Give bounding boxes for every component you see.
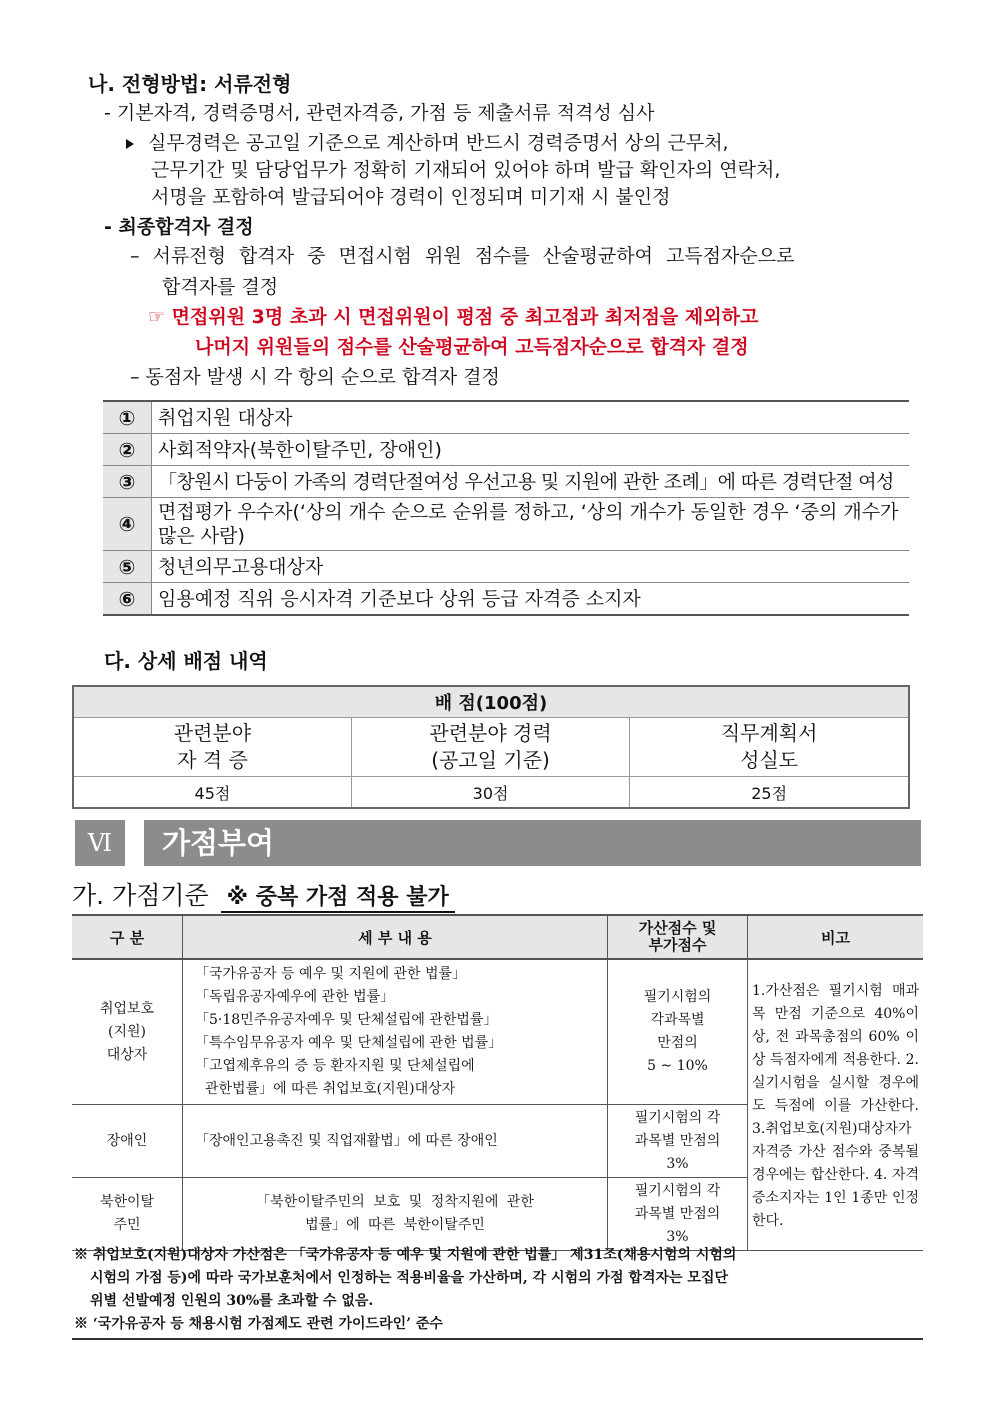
bonus-score-line: 각과목별 [650, 1012, 705, 1028]
bonus-category-line: 주민 [113, 1217, 141, 1233]
score-col-label: 성실도 [740, 748, 799, 772]
ga-note: ※ 중복 가점 적용 불가 [221, 885, 455, 913]
bonus-remarks: 1.가산점은 필기시험 매과목 만점 기준으로 40%이상, 전 과목총점의 60% 이상 득점자에게 적용한다. 2. 실기시험을 실시할 경우에도 득점에 이를 가산한다. 3.취업보호(지원)대상자가 자격증 가산 점수와 중복될 경우에는 합산한다. 4. 자격증소지자는 1인 1종만 인정한다. [748, 959, 924, 1251]
bonus-col-score-line: 가산점수 및 [638, 919, 717, 937]
bonus-table [72, 914, 923, 1251]
score-table [72, 685, 910, 809]
final-pass-heading: - 최종합격자 결정 [104, 216, 254, 238]
bullet-line-1 [126, 128, 729, 158]
priority-number: ④ [103, 498, 152, 551]
tie-priority-table [103, 400, 909, 616]
priority-text: 「창원시 다둥이 가족의 경력단절여성 우선고용 및 지원에 관한 조례」에 따른 경력단절 여성 [152, 466, 910, 498]
priority-text: 청년의무고용대상자 [152, 551, 910, 583]
score-col-label: 관련분야 [173, 721, 252, 745]
score-value: 45점 [73, 777, 351, 809]
bullet-text-1: 실무경력은 공고일 기준으로 계산하며 반드시 경력증명서 상의 근무처, [148, 132, 729, 154]
table-row [103, 466, 909, 498]
law-line: 「독립유공자예우에 관한 법률」 [195, 989, 395, 1005]
priority-number: ③ [103, 466, 152, 498]
bonus-score-line: 3% [666, 1155, 689, 1172]
bonus-score-line: 3% [666, 1228, 689, 1245]
law-line: 「국가유공자 등 예우 및 지원에 관한 법률」 [195, 966, 467, 982]
section-number-badge: Ⅵ [75, 820, 125, 866]
score-col-certificate [73, 718, 351, 777]
table-row [103, 434, 909, 466]
law-line: 법률」에 따른 북한이탈주민 [305, 1217, 485, 1233]
bonus-col-category: 구 분 [72, 915, 183, 959]
bonus-score-line: 만점의 [657, 1035, 698, 1051]
section-da-heading: 다. 상세 배점 내역 [104, 649, 268, 673]
bonus-category [72, 1178, 183, 1251]
law-line: 「5·18민주유공자예우 및 단체설립에 관한법률」 [195, 1012, 498, 1028]
bonus-score [608, 1178, 748, 1251]
score-col-plan [630, 718, 909, 777]
tie-rule-line: – 동점자 발생 시 각 항의 순으로 합격자 결정 [130, 366, 500, 388]
table-row [103, 583, 909, 616]
bonus-detail [183, 959, 608, 1105]
bonus-category-line: 대상자 [106, 1046, 148, 1063]
bonus-category-line: 취업보호 [99, 1000, 155, 1017]
table-row [103, 551, 909, 583]
priority-text: 면접평가 우수자(‘상의 개수 순으로 순위를 정하고, ‘상의 개수가 동일한 경우 ‘중의 개수가 많은 사람) [152, 498, 910, 551]
red-note-line-2: 나머지 위원들의 점수를 산술평균하여 고득점자순으로 합격자 결정 [195, 336, 749, 358]
bullet-line-3: 서명을 포함하여 발급되어야 경력이 인정되며 미기재 시 불인정 [151, 186, 671, 208]
score-col-career [351, 718, 629, 777]
bonus-score-line: 필기시험의 각 [634, 1182, 721, 1199]
bonus-col-score [608, 915, 748, 959]
priority-number: ② [103, 434, 152, 466]
bonus-detail [183, 1178, 608, 1251]
footnote: ※ ‘국가유공자 등 채용시험 가점제도 관련 가이드라인’ 준수 [74, 1316, 443, 1332]
red-note-line-1: ☞ 면접위원 3명 초과 시 면접위원이 평점 중 최고점과 최저점을 제외하고 [148, 306, 759, 328]
score-value: 30점 [351, 777, 629, 809]
bonus-col-detail: 세 부 내 용 [183, 915, 608, 959]
priority-number: ⑤ [103, 551, 152, 583]
law-line: 관한법률」에 따른 취업보호(지원)대상자 [205, 1081, 456, 1097]
footnotes [72, 1244, 923, 1340]
bonus-detail: 「장애인고용촉진 및 직업재활법」에 따른 장애인 [183, 1105, 608, 1178]
priority-text: 사회적약자(북한이탈주민, 장애인) [152, 434, 910, 466]
table-row [103, 498, 909, 551]
bonus-col-score-line: 부가점수 [648, 936, 707, 954]
ga-heading [72, 876, 455, 912]
score-col-label: 관련분야 경력 [429, 721, 552, 745]
law-line: 「고엽제후유의 증 등 환자지원 및 단체설립에 [195, 1058, 475, 1074]
score-col-label: 직무계획서 [720, 721, 818, 745]
priority-number: ① [103, 401, 152, 434]
score-table-header: 배 점(100점) [73, 686, 909, 718]
priority-text: 임용예정 직위 응시자격 기준보다 상위 등급 자격증 소지자 [152, 583, 910, 616]
priority-text: 취업지원 대상자 [152, 401, 910, 434]
score-col-label: 자 격 증 [177, 748, 248, 772]
bonus-score [608, 959, 748, 1105]
priority-number: ⑥ [103, 583, 152, 616]
bonus-score-line: 필기시험의 [643, 989, 712, 1005]
score-value: 25점 [630, 777, 909, 809]
bonus-category-line: 북한이탈 [99, 1194, 155, 1210]
bonus-score-line: 필기시험의 각 [634, 1109, 721, 1126]
table-row [103, 401, 909, 434]
triangle-bullet-icon [126, 139, 134, 149]
final-pass-line-2: 합격자를 결정 [162, 276, 279, 298]
bonus-score-line: 과목별 만점의 [634, 1132, 721, 1149]
bullet-line-2: 근무기간 및 담당업무가 정확히 기재되어 있어야 하며 발급 확인자의 연락처, [151, 159, 781, 181]
basic-review-line: - 기본자격, 경력증명서, 관련자격증, 가점 등 제출서류 적격성 심사 [104, 102, 655, 124]
final-pass-line-1: – 서류전형 합격자 중 면접시험 위원 점수를 산술평균하여 고득점자순으로 [130, 245, 795, 267]
law-line: 「북한이탈주민의 보호 및 정착지원에 관한 [256, 1194, 534, 1210]
table-row [72, 959, 923, 1105]
section-na-heading: 나. 전형방법: 서류전형 [88, 72, 292, 96]
law-line: 「특수임무유공자 예우 및 단체설립에 관한 법률」 [195, 1035, 503, 1051]
ga-title: 가. 가점기준 [72, 881, 209, 910]
bonus-col-remarks: 비고 [748, 915, 924, 959]
bonus-score [608, 1105, 748, 1178]
bonus-category [72, 959, 183, 1105]
section-title: 가점부여 [144, 820, 921, 866]
bonus-score-line: 과목별 만점의 [634, 1205, 721, 1222]
bonus-category: 장애인 [72, 1105, 183, 1178]
footnote: ※ 취업보호(지원)대상자 가산점은 「국가유공자 등 예우 및 지원에 관한 법률」 제31조(채용시험의 시험의 시험의 가점 등)에 따라 국가보훈처에서 인정하는 적용비율을 가산하며, 각 시험의 가점 합격자는 모집단위별 선발예정 인원의 30%를 초과할 수 없음. [74, 1247, 737, 1309]
bonus-category-line: (지원) [108, 1023, 146, 1040]
score-col-label: (공고일 기준) [431, 748, 550, 772]
bonus-score-line: 5 ~ 10% [647, 1058, 708, 1074]
